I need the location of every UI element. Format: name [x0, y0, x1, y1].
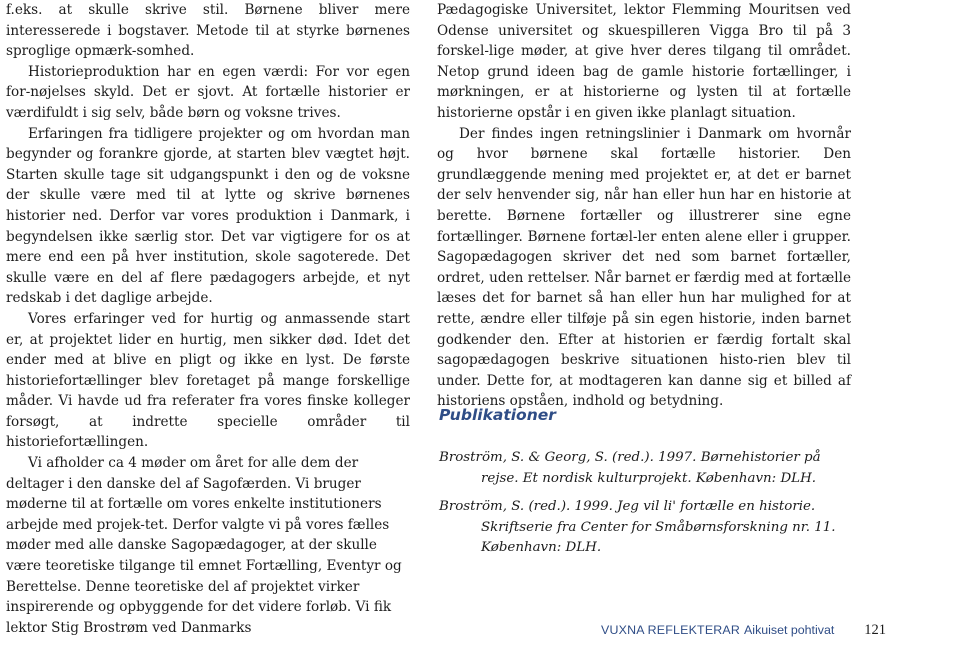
right-column	[437, 0, 851, 412]
left-column	[6, 0, 410, 638]
publications-list	[439, 448, 839, 567]
page-number: 121	[864, 622, 887, 638]
magazine-subtitle: Aikuiset pohtivat	[744, 623, 835, 637]
left-paragraph-1: f.eks. at skulle skrive stil. Børnene bliver mere interesserede i bogstaver. Metode til at styrke børnenes sproglige opmærk-somhed.	[6, 2, 410, 60]
left-paragraph-2: Historieproduktion har en egen værdi: For vor egen for-nøjelses skyld. Det er sjovt. At fortælle historier er værdifuldt i sig selv, både børn og voksne trives.	[6, 63, 410, 121]
right-paragraph-2: Der findes ingen retningslinier i Danmark om hvornår og hvor børnene skal fortælle historier. Den grundlæggende mening med projektet er, at det er barnet der selv henvender sig, når han eller hun har en historie at berette. Børnene fortæller og illustrerer sine egne fortællinger. Børnene fortæl-ler enten alene eller i grupper. Sagopædagogen skriver det ned som barnet fortæller, ordret, uden rettelser. Når barnet er færdig med at fortælle læses det for barnet så han eller hun har mulighed for at rette, ændre eller tilføje på sin egen historie, inden barnet godkender den. Efter at historien er færdig fortalt skal sagopædagogen beskrive situationen histo-rien blev til under. Dette for, at modtageren kan danne sig et billed af historiens opståen, indhold og betydning.	[437, 125, 851, 410]
page-footer	[601, 622, 886, 639]
left-paragraph-4: Vores erfaringer ved for hurtig og anmassende start er, at projektet lider en hurtig, men sikker død. Idet det ender med at blive en pligt og ikke en lyst. De første historiefortællinger blev foretaget på mange forskellige måder. Vi havde ud fra referater fra vores finske kolleger forsøgt, at indrette specielle områder til historiefortællingen.	[6, 310, 410, 451]
right-paragraph-1: Pædagogiske Universitet, lektor Flemming Mouritsen ved Odense universitet og skuespilleren Vigga Bro til på 3 forskel-lige møder, at give hver deres tilgang til området. Netop grund ideen bag de gamle historie fortællinger, i mørkningen, er at historierne og lysten til at fortælle historierne opstår i en given ikke planlagt situation.	[437, 2, 851, 121]
left-paragraph-5: Vi afholder ca 4 møder om året for alle dem der deltager i den danske del af Sagofærden. Vi bruger møderne til at fortælle om vores enkelte institutioners arbejde med projek-tet. Derfor valgte vi på vores fælles møder med alle danske Sagopædagoger, at der skulle være teoretiske tilgange til emnet Fortælling, Eventyr og Berettelse. Denne teoretiske del af projektet virker inspirerende og opbyggende for det videre forløb. Vi fik lektor Stig Brostrøm ved Danmarks	[6, 455, 402, 636]
publication-entry-2: Broström, S. (red.). 1999. Jeg vil li' fortælle en historie. Skriftserie fra Center for Småbørnsforskning nr. 11. København: DLH.	[439, 499, 836, 556]
left-paragraph-3: Erfaringen fra tidligere projekter og om hvordan man begynder og forankre gjorde, at starten blev vægtet højt. Starten skulle tage sit udgangspunkt i den og de voksne der skulle være med til at lytte og skrive børnenes historier ned. Derfor var vores produktion i Danmark, i begyndelsen ikke særlig stor. Det var vigtigere for os at mere end een på hver institution, skole sagoterede. Det skulle være en del af flere pædagogers arbejde, et nyt redskab i det daglige arbejde.	[6, 125, 410, 307]
publication-entry-1: Broström, S. & Georg, S. (red.). 1997. Børnehistorier på rejse. Et nordisk kulturprojekt. København: DLH.	[439, 450, 821, 486]
publications-heading: Publikationer	[439, 406, 556, 424]
magazine-title: VUXNA REFLEKTERAR	[601, 623, 741, 637]
